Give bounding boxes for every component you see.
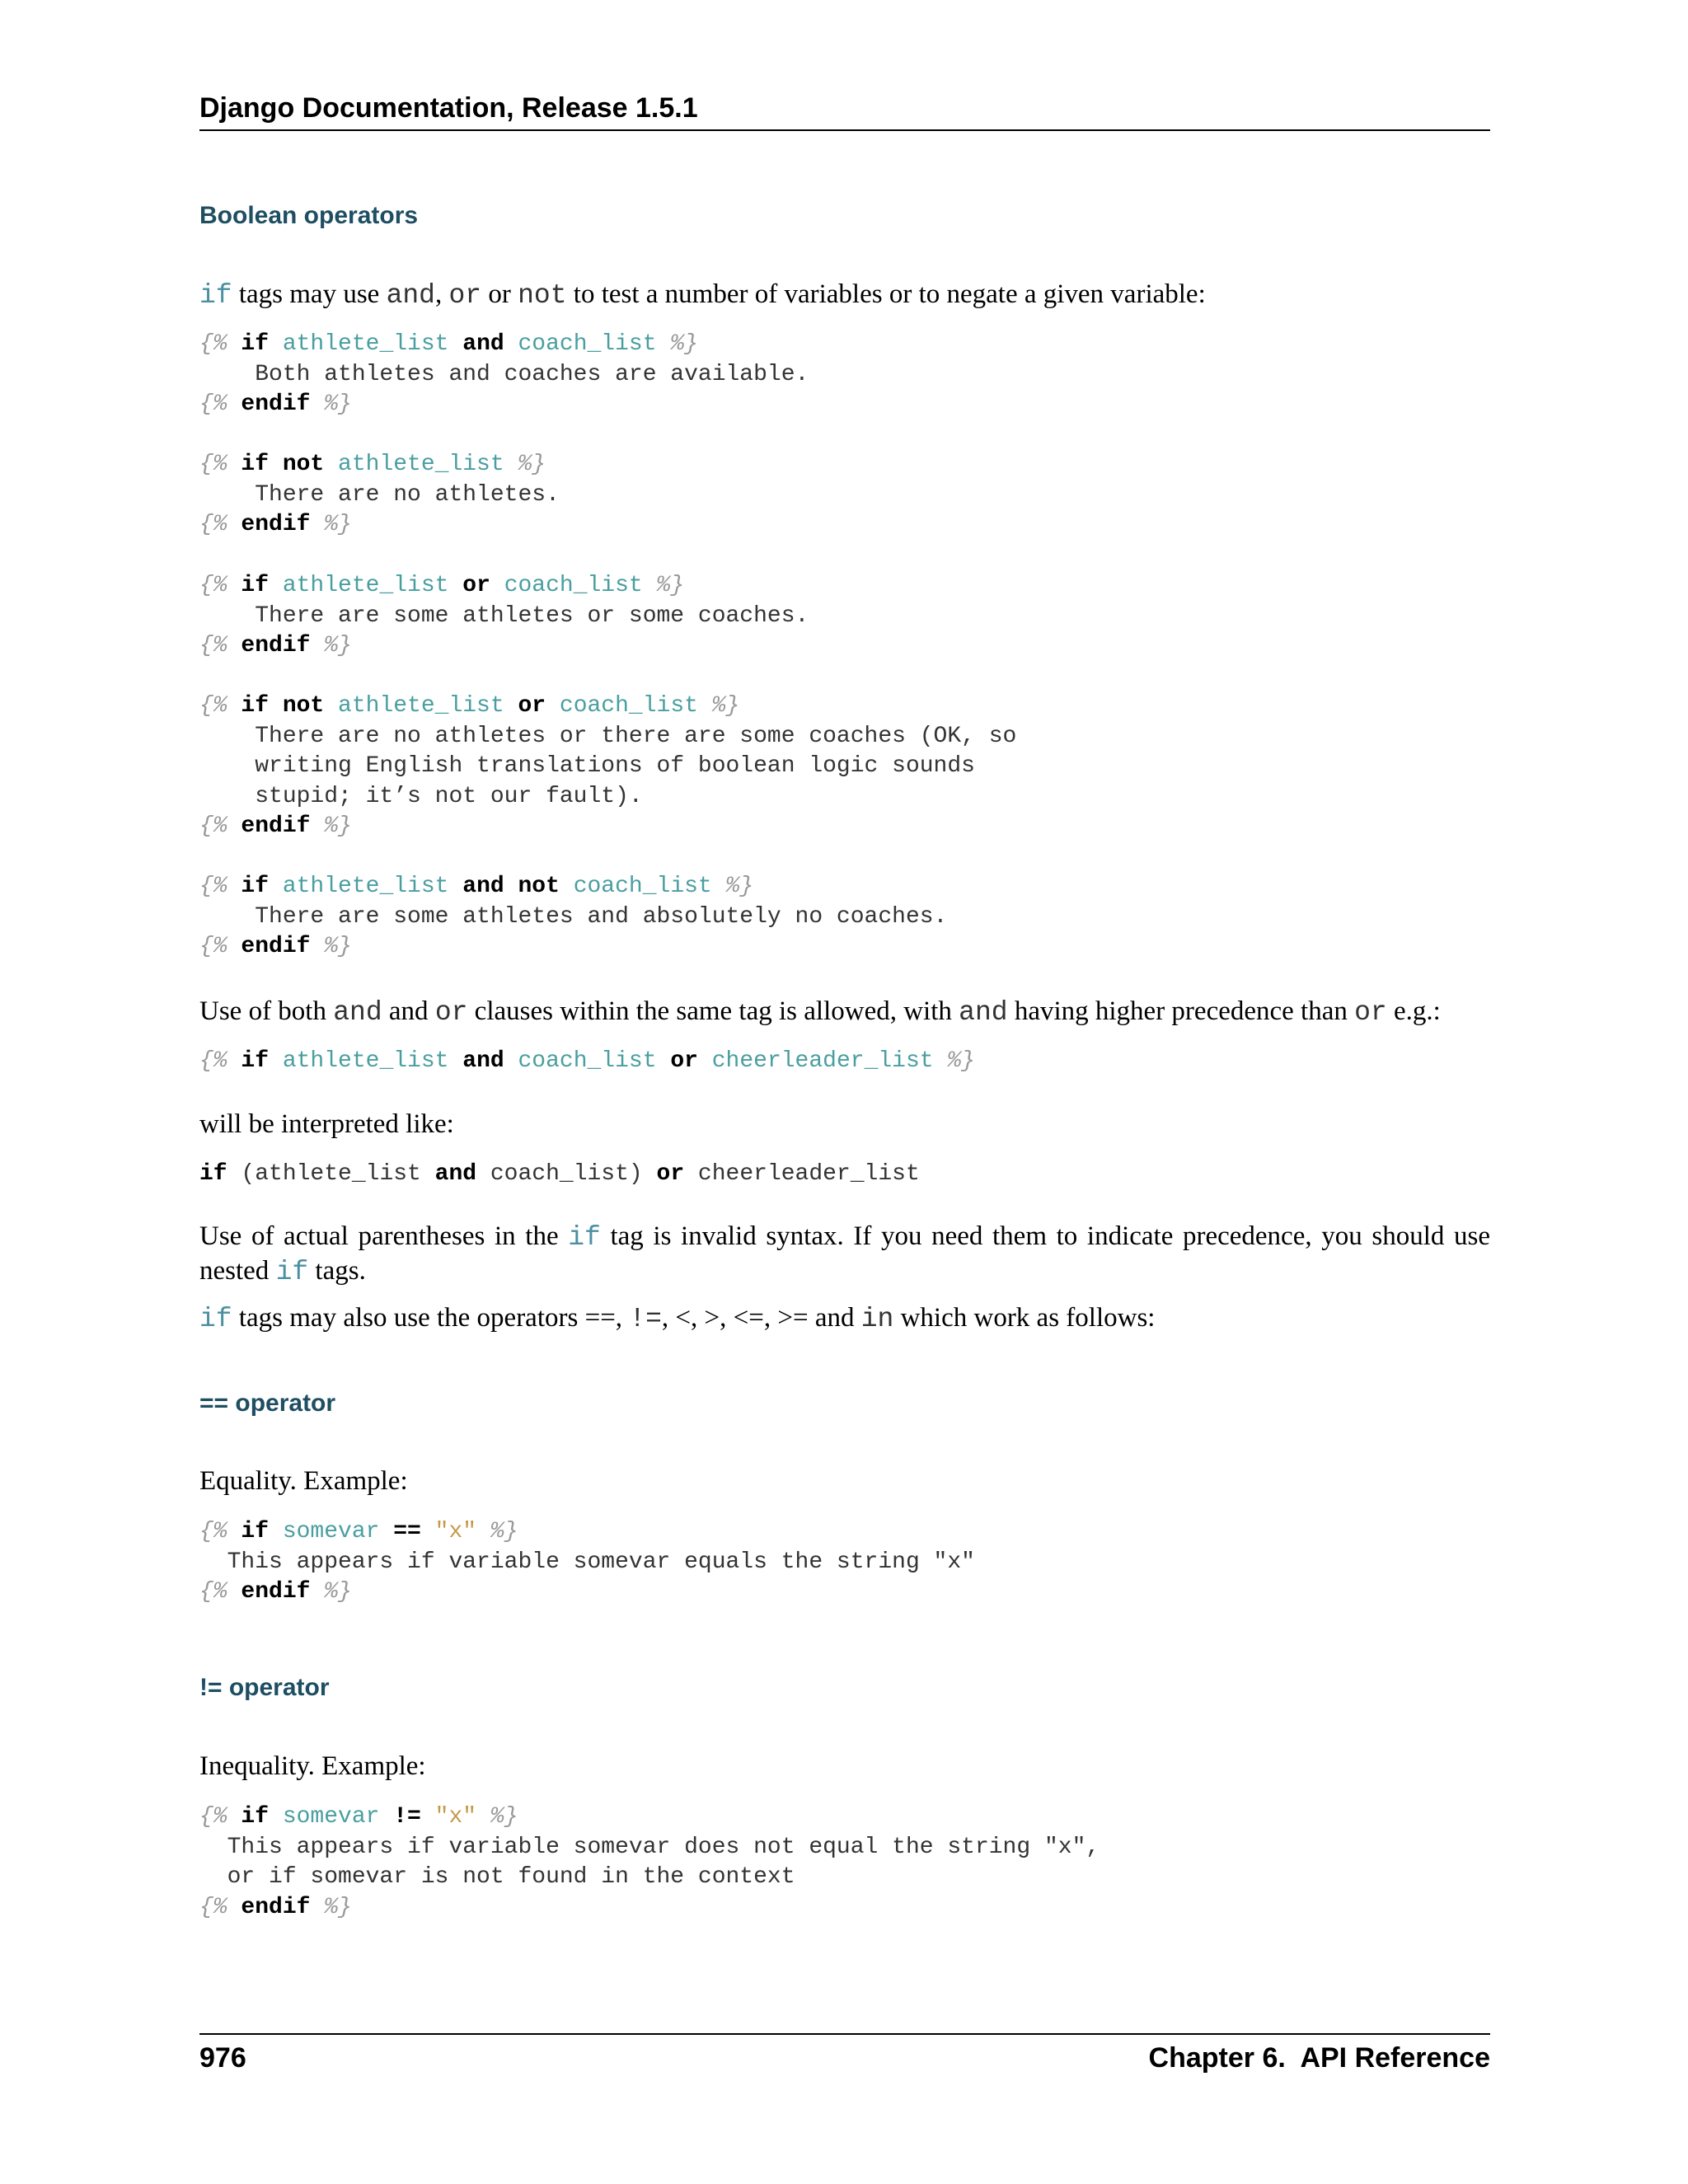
tag-delimiter: %} — [324, 934, 352, 959]
section-title-boolean-operators: Boolean operators — [199, 202, 419, 229]
keyword: if — [227, 573, 283, 598]
code-line — [199, 512, 352, 537]
tag-delimiter: {% — [199, 1519, 227, 1544]
tag-delimiter: %} — [476, 1804, 518, 1830]
tag-delimiter: %} — [697, 693, 740, 719]
code-block-and-not — [199, 872, 947, 963]
text: tag is invalid syntax. If you need them to indicate precedence, you should use nested — [199, 1221, 1490, 1286]
parentheses-paragraph — [199, 1220, 1490, 1289]
tag-delimiter: %} — [711, 874, 754, 899]
variable: coach_list — [518, 1048, 657, 1074]
variable: athlete_list — [282, 874, 449, 899]
code-line — [199, 934, 352, 959]
code-line — [199, 813, 352, 839]
tag-delimiter: {% — [199, 391, 227, 417]
code-line — [199, 573, 684, 598]
keyword: if not — [227, 452, 339, 477]
inline-code: if — [199, 1304, 232, 1334]
keyword: or — [656, 1048, 712, 1074]
text: Use of both — [199, 996, 334, 1026]
text: tags may also use the operators ==, — [232, 1303, 630, 1333]
header-rule — [199, 129, 1490, 131]
operators-paragraph — [199, 1301, 1490, 1336]
equality-description: Equality. Example: — [199, 1466, 408, 1496]
tag-delimiter: {% — [199, 452, 227, 477]
code-line: stupid; it’s not our fault). — [199, 783, 643, 809]
variable: coach_list — [518, 331, 657, 357]
code-line: There are some athletes and absolutely no coaches. — [199, 903, 948, 930]
tag-delimiter: %} — [324, 633, 352, 658]
variable: somevar — [282, 1519, 380, 1544]
code-block-equality — [199, 1517, 975, 1608]
code-line — [199, 452, 546, 477]
keyword: endif — [227, 512, 325, 537]
inline-code: or — [1354, 997, 1387, 1028]
tag-delimiter: {% — [199, 1048, 227, 1074]
inline-code: in — [860, 1304, 894, 1334]
tag-delimiter: %} — [656, 331, 698, 357]
keyword: and — [448, 331, 518, 357]
code-line: This appears if variable somevar does not equal the string "x", — [199, 1834, 1100, 1860]
string-literal: "x" — [434, 1804, 477, 1830]
tag-delimiter: %} — [324, 391, 352, 417]
code-text: cheerleader_list — [684, 1161, 920, 1187]
text: or — [481, 279, 518, 309]
keyword: if — [227, 874, 283, 899]
tag-delimiter: {% — [199, 874, 227, 899]
tag-delimiter: %} — [324, 1579, 352, 1605]
code-block-and — [199, 330, 809, 420]
code-block-combined — [199, 1047, 975, 1077]
inline-code: or — [434, 997, 468, 1028]
code-line: There are some athletes or some coaches. — [199, 602, 809, 629]
code-block-interpretation — [199, 1160, 920, 1190]
tag-delimiter: {% — [199, 1579, 227, 1605]
intro-paragraph — [199, 278, 1490, 312]
inline-code: if — [275, 1257, 309, 1287]
variable: athlete_list — [338, 693, 504, 719]
tag-delimiter: {% — [199, 573, 227, 598]
variable: coach_list — [504, 573, 643, 598]
tag-delimiter: %} — [324, 1894, 352, 1920]
code-line — [199, 1895, 352, 1920]
variable: coach_list — [559, 693, 698, 719]
keyword: endif — [227, 391, 325, 417]
tag-delimiter: {% — [199, 331, 227, 357]
code-line — [199, 1519, 518, 1544]
inequality-description: Inequality. Example: — [199, 1751, 426, 1781]
tag-delimiter: %} — [324, 512, 352, 537]
code-line — [199, 331, 698, 357]
code-line — [199, 391, 352, 417]
inline-code: and — [333, 997, 382, 1028]
keyword: if — [227, 1804, 283, 1830]
keyword: if — [199, 1161, 227, 1187]
tag-delimiter: {% — [199, 693, 227, 719]
operator: == — [379, 1519, 435, 1544]
document-page — [199, 0, 1490, 2184]
keyword: or — [504, 693, 560, 719]
keyword: endif — [227, 813, 325, 839]
text: clauses within the same tag is allowed, with — [467, 996, 959, 1026]
tag-delimiter: {% — [199, 1804, 227, 1830]
text: to test a number of variables or to negate a given variable: — [566, 279, 1206, 309]
variable: coach_list — [573, 874, 712, 899]
variable: athlete_list — [282, 573, 449, 598]
code-line: writing English translations of boolean logic sounds — [199, 753, 975, 779]
chapter-title: Chapter 6. API Reference — [1148, 2042, 1490, 2074]
section-title-inequality-operator: != operator — [199, 1674, 330, 1701]
variable: somevar — [282, 1804, 380, 1830]
tag-delimiter: {% — [199, 934, 227, 959]
code-line — [199, 633, 352, 658]
tag-delimiter: {% — [199, 512, 227, 537]
inline-code: or — [448, 280, 482, 311]
keyword: if not — [227, 693, 339, 719]
code-line — [199, 1048, 975, 1074]
code-line: Both athletes and coaches are available. — [199, 361, 809, 387]
inline-code: != — [629, 1304, 662, 1334]
code-line — [199, 1161, 920, 1187]
text: Use of actual parentheses in the — [199, 1221, 569, 1251]
tag-delimiter: {% — [199, 813, 227, 839]
keyword: if — [227, 331, 283, 357]
tag-delimiter: %} — [476, 1519, 518, 1544]
inline-code: and — [386, 280, 435, 311]
code-block-not — [199, 450, 560, 541]
text: tags may use — [232, 279, 387, 309]
keyword: and not — [448, 874, 574, 899]
keyword: if — [227, 1519, 283, 1544]
variable: athlete_list — [282, 331, 449, 357]
keyword: and — [434, 1161, 477, 1187]
code-text: (athlete_list — [227, 1161, 435, 1187]
keyword: and — [448, 1048, 518, 1074]
footer-rule — [199, 2033, 1490, 2035]
code-line: This appears if variable somevar equals the string "x" — [199, 1549, 975, 1575]
keyword: endif — [227, 633, 325, 658]
inline-code: if — [568, 1222, 601, 1253]
variable: cheerleader_list — [711, 1048, 934, 1074]
keyword: endif — [227, 934, 325, 959]
precedence-paragraph — [199, 995, 1490, 1029]
tag-delimiter: %} — [933, 1048, 975, 1074]
tag-delimiter: %} — [642, 573, 685, 598]
code-block-inequality — [199, 1802, 1100, 1923]
text: which work as follows: — [893, 1303, 1156, 1333]
tag-delimiter: {% — [199, 1894, 227, 1920]
text: e.g.: — [1386, 996, 1441, 1026]
keyword: if — [227, 1048, 283, 1074]
code-line: There are no athletes or there are some coaches (OK, so — [199, 723, 1017, 749]
string-literal: "x" — [434, 1519, 477, 1544]
inline-code: and — [959, 997, 1008, 1028]
keyword: or — [656, 1161, 685, 1187]
interpreted-paragraph: will be interpreted like: — [199, 1109, 454, 1139]
keyword: endif — [227, 1579, 325, 1605]
tag-delimiter: {% — [199, 633, 227, 658]
page-header-title: Django Documentation, Release 1.5.1 — [199, 92, 698, 124]
variable: athlete_list — [282, 1048, 449, 1074]
operator: != — [379, 1804, 435, 1830]
code-line — [199, 874, 753, 899]
tag-delimiter: %} — [504, 452, 546, 477]
page-number: 976 — [199, 2042, 246, 2074]
text: , <, >, <=, >= and — [661, 1303, 861, 1333]
code-line — [199, 1579, 352, 1605]
code-line: There are no athletes. — [199, 481, 560, 508]
keyword: endif — [227, 1894, 325, 1920]
text: , — [435, 279, 449, 309]
text: and — [382, 996, 435, 1026]
inline-code: not — [518, 280, 567, 311]
inline-code: if — [199, 280, 232, 311]
variable: athlete_list — [338, 452, 504, 477]
keyword: or — [448, 573, 504, 598]
code-text: coach_list) — [476, 1161, 657, 1187]
section-title-equality-operator: == operator — [199, 1390, 336, 1417]
code-line — [199, 693, 739, 719]
text: tags. — [308, 1256, 366, 1286]
text: having higher precedence than — [1007, 996, 1355, 1026]
code-line: or if somevar is not found in the context — [199, 1864, 795, 1890]
code-block-not-or — [199, 691, 1016, 842]
tag-delimiter: %} — [324, 813, 352, 839]
code-line — [199, 1804, 518, 1830]
code-block-or — [199, 571, 809, 662]
